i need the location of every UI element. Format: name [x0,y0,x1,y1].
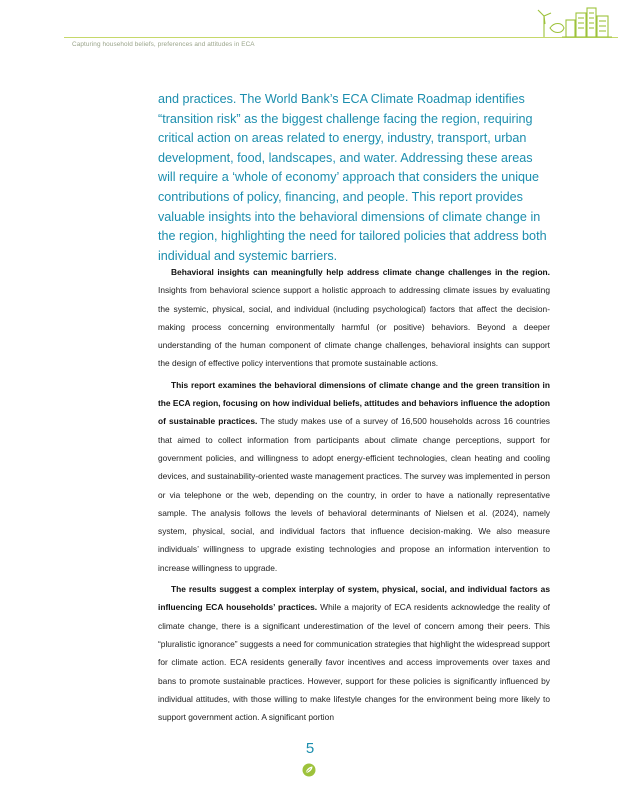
paragraph-report-scope [158,376,550,577]
paragraph-results [158,580,550,726]
header-rule [64,37,618,38]
running-head: Capturing household beliefs, preferences and attitudes in ECA [72,41,255,48]
paragraph-lead-in: The results suggest a complex interplay of system, physical, social, and individual factors as influencing ECA households’ practices. [158,584,550,613]
paragraph-lead-in: This report examines the behavioral dimensions of climate change and the green transition in the ECA region, focusing on how individual beliefs, attitudes and behaviors influence the adoption of sustainable practices. [158,379,550,427]
lead-paragraph: and practices. The World Bank’s ECA Climate Roadmap identifies “transition risk” as the biggest challenge facing the region, requiring critical action on areas related to energy, industry, transport, urban development, food, landscapes, and water. Addressing these areas will require a ‘whole of economy’ approach that considers the unique contributions of policy, financing, and people. This report provides valuable insights into the behavioral dimensions of climate change in the region, highlighting the need for tailored policies that address both individual and systemic barriers. [158,92,547,263]
city-skyline-icon [536,4,614,40]
body-text [158,263,550,729]
paragraph-text: The study makes use of a survey of 16,500 households across 16 countries that aimed to collect information from participants about climate change perceptions, support for government policies, and willingness to adopt energy-efficient technologies, clean heating and cooling devices, and sustainability-oriented waste management practices. The survey was implemented in person or via telephone or the web, depending on the country, in order to have a nationally representative sample. The analysis follows the levels of behavioral determinants of Nielsen et al. (2024), namely system, physical, social, and individual factors that influence decision-making. We also measure individuals’ willingness to upgrade existing technologies and propose an information intervention to increase willingness to upgrade. [158,416,550,573]
paragraph-text: Insights from behavioral science support a holistic approach to addressing climate issues by evaluating the systemic, physical, social, and individual (including psychological) factors that affect the decision-making process concerning environmentally harmful (or positive) behaviors. Beyond a deeper understanding of the human component of climate change challenges, behavioral insights can support the design of effective policy interventions that promote sustainable actions. [158,285,550,369]
page-number: 5 [305,740,315,757]
leaf-logo-icon [302,763,316,777]
paragraph-lead-in: Behavioral insights can meaningfully help address climate change challenges in the region. [171,267,550,277]
page-header [0,0,618,56]
paragraph-behavioral-insights [158,263,550,373]
paragraph-text: While a majority of ECA residents acknowledge the reality of climate change, there is a significant underestimation of the level of concern among their peers. This “pluralistic ignorance” suggests a need for communication strategies that highlight the widespread support for climate action. ECA residents generally favor incentives and access improvements over taxes and bans to promote sustainable practices. However, support for these policies is significantly influenced by individual attitudes, with those willing to make lifestyle changes for the environment being more likely to support government action. A significant portion [158,602,551,723]
